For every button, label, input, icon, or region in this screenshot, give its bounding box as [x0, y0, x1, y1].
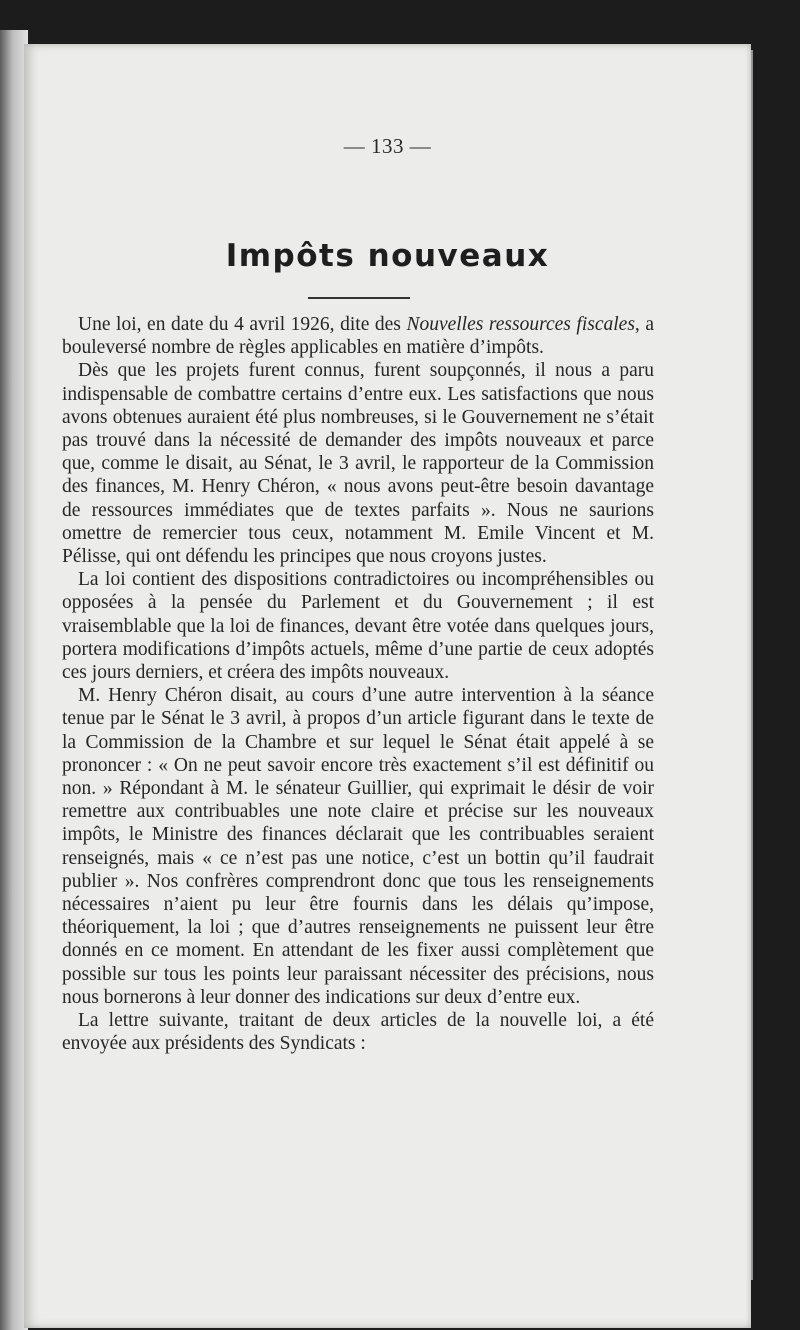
page-number: — 133 — [343, 134, 432, 158]
page-title: Impôts nouveaux [225, 238, 550, 274]
paragraph-2: Dès que les projets furent connus, furent soupçonnés, il nous a paru indispensable de combattre certains d’entre eux. Les satisfactions que nous avons obtenues auraient été plus nombreuses, si le Gouvernement ne s’était pas trouvé dans la nécessité de demander des impôts nouveaux et parce que, comme le disait, au Sénat, le 3 avril, le rapporteur de la Commission des finances, M. Henry Chéron, « nous avons peut-être besoin davantage de ressources immédiates que de textes parfaits ». Nous ne saurions omettre de remercier tous ceux, notamment M. Emile Vincent et M. Pélisse, qui ont défendu les principes que nous croyons justes. [62, 360, 654, 568]
paragraph-4: M. Henry Chéron disait, au cours d’une autre intervention à la séance tenue par le Sénat le 3 avril, à propos d’un article figurant dans le texte de la Commission de la Chambre et sur lequel le Sénat était appelé à se prononcer : « On ne peut savoir encore très exactement s’il est définitif ou non. » Répondant à M. le sénateur Guillier, qui exprimait le désir de voir remettre aux contribuables une note claire et précise sur les nouveaux impôts, le Ministre des finances déclarait que les contribuables seraient renseignés, mais « ce n’est pas une notice, c’est un bottin qu’il faudrait publier ». Nos confrères comprendront donc que tous les renseignements nécessaires n’aient pu leur être fournis dans les délais qu’impose, théoriquement, la loi ; que d’autres renseignements ne puissent leur être donnés en ce moment. En attendant de les fixer aussi complètement que possible sur tous les points leur paraissant nécessiter des précisions, nous nous bornerons à leur donner des indications sur deux d’entre eux. [62, 685, 654, 1008]
article-body [62, 313, 654, 1056]
book-page [24, 44, 751, 1328]
paragraph-1-after: , a bouleversé nombre de règles applicables en matière d’impôts. [62, 314, 654, 359]
paragraph-5: La lettre suivante, traitant de deux articles de la nouvelle loi, a été envoyée aux présidents des Syndicats : [62, 1010, 654, 1055]
title-underline [308, 297, 410, 299]
paragraph-1-italic-title: Nouvelles ressources fiscales [406, 314, 635, 335]
paragraph-3: La loi contient des dispositions contradictoires ou incompréhensibles ou opposées à la pensée du Parlement et du Gouvernement ; il est vraisemblable que la loi de finances, devant être votée dans quelques jours, portera modifications d’impôts actuels, même d’une partie de ceux adoptés ces jours derniers, et créera des impôts nouveaux. [62, 569, 654, 684]
paragraph-1-before: Une loi, en date du 4 avril 1926, dite des [78, 314, 407, 335]
paragraph-1 [62, 313, 654, 359]
